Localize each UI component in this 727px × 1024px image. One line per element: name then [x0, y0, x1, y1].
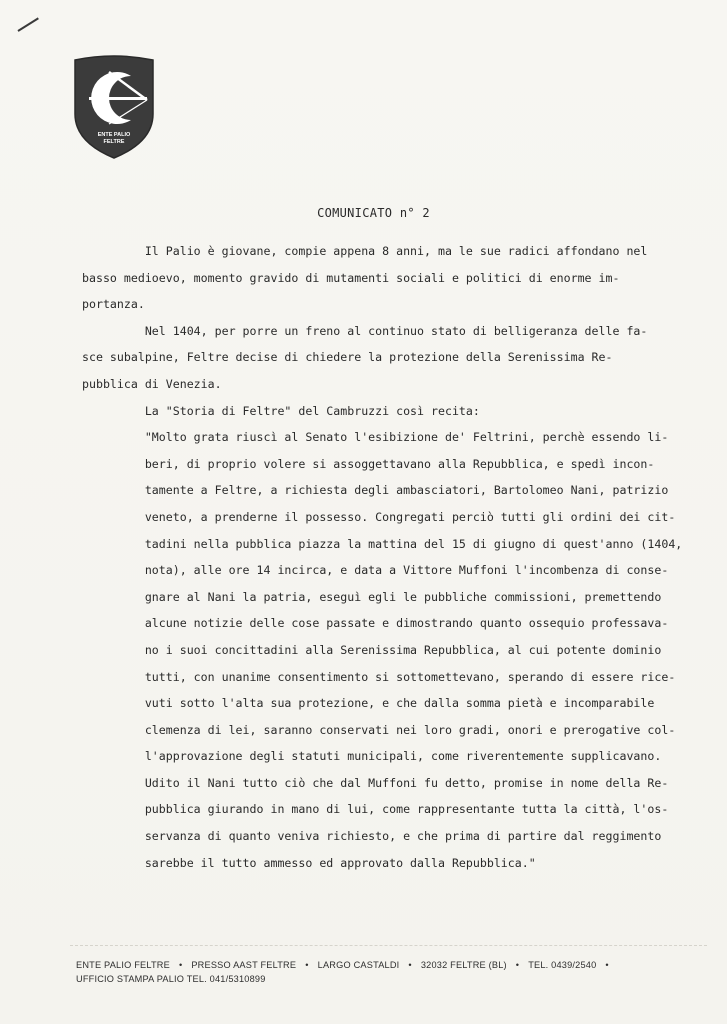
- body-line: Nel 1404, per porre un freno al continuo stato di belligeranza delle fa-: [82, 323, 648, 338]
- quote-line: vuti sotto l'alta sua protezione, e che dalla somma pietà e incomparabile: [82, 696, 655, 711]
- body-line: Il Palio è giovane, compie appena 8 anni, ma le sue radici affondano nel: [82, 244, 648, 258]
- document-title: COMUNICATO n° 2: [317, 206, 430, 220]
- quote-line: veneto, a prenderne il possesso. Congregati perciò tutti gli ordini dei cit-: [82, 509, 676, 524]
- quote-line: beri, di proprio volere si assoggettavano alla Repubblica, e spedì incon-: [82, 456, 655, 471]
- quote-line: alcune notizie delle cose passate e dimostrando quanto ossequio professava-: [82, 616, 669, 631]
- footer-divider: [70, 945, 707, 947]
- footer-separator: •: [178, 960, 183, 970]
- quote-line: nota), alle ore 14 incirca, e data a Vittore Muffoni l'incombenza di conse-: [82, 563, 669, 578]
- footer-press-office: UFFICIO STAMPA PALIO TEL. 041/5310899: [76, 974, 266, 984]
- footer-street: LARGO CASTALDI: [317, 960, 400, 970]
- body-line: pubblica di Venezia.: [82, 376, 222, 391]
- quote-line: gnare al Nani la patria, eseguì egli le pubbliche commissioni, premettendo: [82, 589, 662, 604]
- pen-mark: [17, 17, 38, 31]
- footer-phone: TEL. 0439/2540: [528, 960, 597, 970]
- quote-line: servanza di quanto veniva richiesto, e che prima di partire dal reggimento: [82, 829, 662, 844]
- footer-separator: •: [305, 960, 309, 970]
- footer-separator: •: [515, 960, 520, 970]
- logo-text-line2: FELTRE: [103, 139, 125, 145]
- footer-office: PRESSO AAST FELTRE: [191, 960, 297, 970]
- quote-line: tutti, con unanime consentimento si sottomettevano, sperando di essere rice-: [82, 669, 676, 684]
- quote-line: sarebbe il tutto ammesso ed approvato dalla Repubblica.": [82, 855, 536, 870]
- document-body: [82, 238, 700, 876]
- quote-line: l'approvazione degli statuti municipali, come riverentemente supplicavano.: [82, 749, 662, 764]
- quote-line: no i suoi concittadini alla Serenissima Repubblica, al cui potente dominio: [82, 642, 662, 657]
- body-line: portanza.: [82, 297, 145, 312]
- quote-line: tamente a Feltre, a richiesta degli ambasciatori, Bartolomeo Nani, patrizio: [82, 483, 669, 498]
- body-line: La "Storia di Feltre" del Cambruzzi così recita:: [82, 403, 480, 418]
- footer-separator: •: [605, 960, 609, 970]
- footer-address-row: [76, 958, 716, 972]
- logo-text-line1: ENTE PALIO: [97, 132, 131, 138]
- footer-separator: •: [408, 960, 412, 970]
- footer-city: 32032 FELTRE (BL): [420, 960, 507, 970]
- footer-org: ENTE PALIO FELTRE: [76, 960, 170, 970]
- body-line: basso medioevo, momento gravido di mutamenti sociali e politici di enorme im-: [82, 270, 620, 285]
- body-line: sce subalpine, Feltre decise di chiedere la protezione della Serenissima Re-: [82, 350, 613, 365]
- quote-line: clemenza di lei, saranno conservati nei loro gradi, onori e prerogative col-: [82, 722, 676, 737]
- quote-line: pubblica giurando in mano di lui, come rappresentante tutta la città, l'os-: [82, 802, 669, 817]
- quote-line: tadini nella pubblica piazza la mattina del 15 di giugno di quest'anno (1404,: [82, 536, 683, 551]
- letterhead-footer: [76, 958, 716, 986]
- quote-line: "Molto grata riuscì al Senato l'esibizione de' Feltrini, perchè essendo li-: [82, 430, 669, 445]
- quote-line: Udito il Nani tutto ciò che dal Muffoni fu detto, promise in nome della Re-: [82, 775, 669, 790]
- ente-palio-logo: [69, 54, 159, 160]
- shield-emblem-icon: [69, 54, 159, 160]
